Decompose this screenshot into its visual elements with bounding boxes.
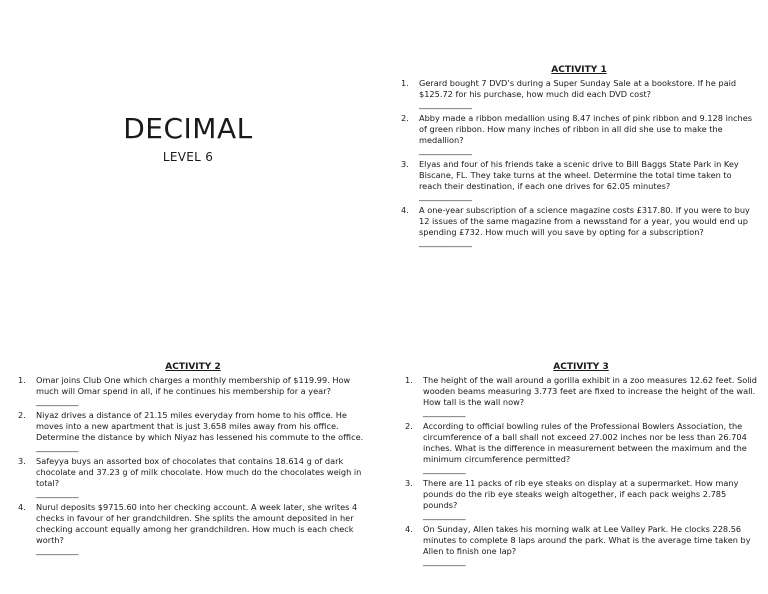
question-number: 3. <box>405 478 413 488</box>
question-number: 1. <box>401 78 409 88</box>
question-text: Omar joins Club One which charges a monthly membership of $119.99. How much will Omar spend in all, if he continues his membership for a year? <box>36 375 351 396</box>
level-subtitle: LEVEL 6 <box>162 150 214 164</box>
question <box>401 205 757 247</box>
answer-line[interactable]: ____________ <box>423 511 465 520</box>
answer-line[interactable]: _______________ <box>419 192 472 201</box>
answer-line[interactable]: ____________ <box>36 397 78 406</box>
activity-1-heading: ACTIVITY 1 <box>551 65 607 75</box>
answer-line[interactable]: ____________ <box>36 489 78 498</box>
question-number: 4. <box>405 524 413 534</box>
answer-line[interactable]: _______________ <box>419 100 472 109</box>
activity-3-heading: ACTIVITY 3 <box>553 362 609 372</box>
answer-line[interactable]: ____________ <box>423 465 465 474</box>
question <box>401 78 757 109</box>
activity-3 <box>405 361 757 570</box>
question <box>405 524 757 566</box>
question-number: 1. <box>18 375 26 385</box>
question-text: Abby made a ribbon medallion using 8.47 inches of pink ribbon and 9.128 inches of green ribbon. How many inches of ribbon in all did she use to make the medallion? <box>419 113 753 145</box>
question-number: 1. <box>405 375 413 385</box>
question-number: 2. <box>18 410 26 420</box>
question <box>401 159 757 201</box>
question <box>405 478 757 520</box>
activity-2-heading: ACTIVITY 2 <box>165 362 221 372</box>
question-number: 3. <box>401 159 409 169</box>
title-block <box>122 112 254 164</box>
answer-line[interactable]: ____________ <box>36 546 78 555</box>
question <box>405 421 757 474</box>
question-number: 4. <box>18 502 26 512</box>
question-number: 2. <box>405 421 413 431</box>
answer-line[interactable]: ____________ <box>423 408 465 417</box>
question-text: There are 11 packs of rib eye steaks on display at a supermarket. How many pounds do the rib eye steaks weigh altogether, if each pack weighs 2.785 pounds? <box>423 478 739 510</box>
answer-line[interactable]: _______________ <box>419 146 472 155</box>
answer-line[interactable]: ____________ <box>36 443 78 452</box>
question-number: 2. <box>401 113 409 123</box>
question-text: Nurul deposits $9715.60 into her checking account. A week later, she writes 4 checks in favour of her grandchildren. She splits the amount deposited in her checking account equally among her grandchildren. How much is each check worth? <box>36 502 358 545</box>
question <box>401 113 757 155</box>
activity-2 <box>18 361 368 559</box>
page-title: DECIMAL <box>123 112 253 145</box>
question-number: 3. <box>18 456 26 466</box>
question <box>405 375 757 417</box>
question <box>18 502 368 555</box>
question <box>18 375 368 406</box>
question <box>18 410 368 452</box>
question-text: The height of the wall around a gorilla exhibit in a zoo measures 12.62 feet. Solid wooden beams measuring 3.773 feet are fixed to increase the height of the wall. How tall is the wall now? <box>423 375 757 407</box>
question-text: Niyaz drives a distance of 21.15 miles everyday from home to his office. He moves into a new apartment that is just 3.658 miles away from his office. Determine the distance by which Niyaz has lessened his commute to the office. <box>36 410 364 442</box>
question-text: According to official bowling rules of the Professional Bowlers Association, the circumference of a ball shall not exceed 27.002 inches nor be less than 26.704 inches. What is the difference in measurement between the maximum and the minimum circumference permitted? <box>423 421 747 464</box>
question-text: Safeyya buys an assorted box of chocolates that contains 18.614 g of dark chocolate and 37.23 g of milk chocolate. How much do the chocolates weigh in total? <box>36 456 362 488</box>
question-text: On Sunday, Allen takes his morning walk at Lee Valley Park. He clocks 228.56 minutes to complete 8 laps around the park. What is the average time taken by Allen to ﬁnish one lap? <box>423 524 751 556</box>
question-text: Gerard bought 7 DVD’s during a Super Sunday Sale at a bookstore. If he paid $125.72 for his purchase, how much did each DVD cost? <box>419 78 737 99</box>
question-text: Elyas and four of his friends take a scenic drive to Bill Baggs State Park in Key Biscane, FL. They take turns at the wheel. Determine the total time taken to reach their destination, if each one drives for 62.05 minutes? <box>419 159 739 191</box>
answer-line[interactable]: _______________ <box>419 238 472 247</box>
answer-line[interactable]: ____________ <box>423 557 465 566</box>
question-text: A one-year subscription of a science magazine costs £317.80. If you were to buy 12 issues of the same magazine from a newsstand for a year, you would end up spending £732. How much will you save by opting for a subscription? <box>419 205 750 237</box>
question <box>18 456 368 498</box>
question-number: 4. <box>401 205 409 215</box>
activity-1 <box>401 64 757 251</box>
